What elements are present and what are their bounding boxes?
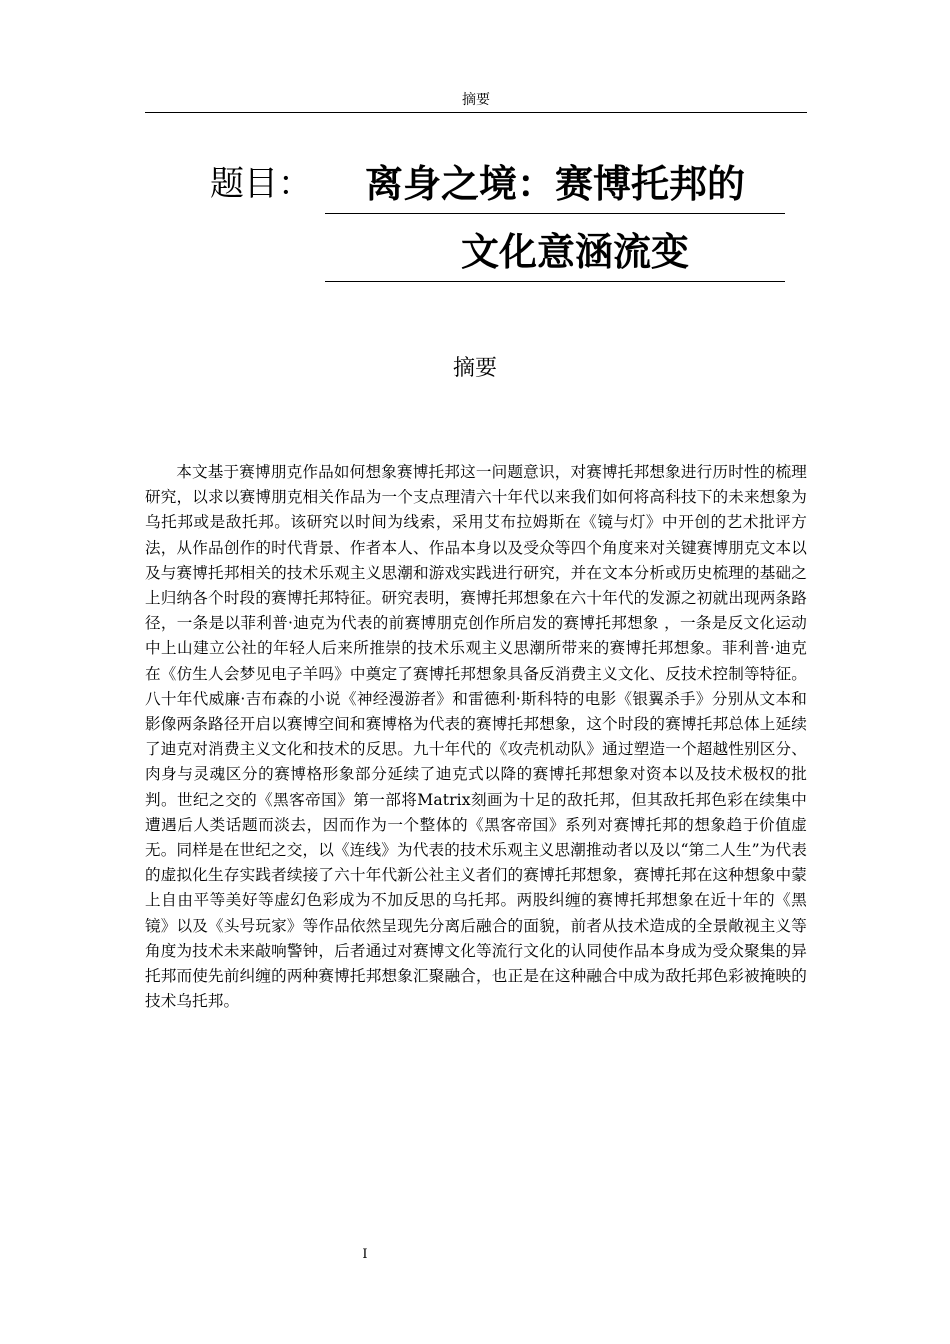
- abstract-body: 本文基于赛博朋克作品如何想象赛博托邦这一问题意识，对赛博托邦想象进行历时性的梳理研究，以求以赛博朋克相关作品为一个支点理清六十年代以来我们如何将高科技下的未来想象为乌托邦或是敌托邦。该研究以时间为线索，采用艾布拉姆斯在《镜与灯》中开创的艺术批评方法，从作品创作的时代背景、作者本人、作品本身以及受众等四个角度来对关键赛博朋克文本以及与赛博托邦相关的技术乐观主义思潮和游戏实践进行研究，并在文本分析或历史梳理的基础之上归纳各个时段的赛博托邦特征。研究表明，赛博托邦想象在六十年代的发源之初就出现两条路径，一条是以菲利普·迪克为代表的前赛博朋克创作所启发的赛博托邦想象 ，一条是反文化运动中上山建立公社的年轻人后来所推崇的技术乐观主义思潮所带来的赛博托邦想象。菲利普·迪克在《仿生人会梦见电子羊吗》中奠定了赛博托邦想象具备反消费主义文化、反技术控制等特征。八十年代威廉·吉布森的小说《神经漫游者》和雷德利·斯科特的电影《银翼杀手》分别从文本和影像两条路径开启以赛博空间和赛博格为代表的赛博托邦想象，这个时段的赛博托邦总体上延续了迪克对消费主义文化和技术的反思。九十年代的《攻壳机动队》通过塑造一个超越性别区分、肉身与灵魂区分的赛博格形象部分延续了迪克式以降的赛博托邦想象对资本以及技术极权的批判。世纪之交的《黑客帝国》第一部将Matrix刻画为十足的敌托邦，但其敌托邦色彩在续集中遭遇后人类话题而淡去，因而作为一个整体的《黑客帝国》系列对赛博托邦的想象趋于价值虚无。同样是在世纪之交，以《连线》为代表的技术乐观主义思潮推动者以及以“第二人生”为代表的虚拟化生存实践者续接了六十年代新公社主义者们的赛博托邦想象，赛博托邦在这种想象中蒙上自由平等美好等虚幻色彩成为不加反思的乌托邦。两股纠缠的赛博托邦想象在近十年的《黑镜》以及《头号玩家》等作品依然呈现先分离后融合的面貌，前者从技术造成的全景敞视主义等角度为技术未来敲响警钟，后者通过对赛博文化等流行文化的认同使作品本身成为受众聚集的异托邦而使先前纠缠的两种赛博托邦想象汇聚融合，也正是在这种融合中成为敌托邦色彩被掩映的技术乌托邦。: [145, 463, 807, 1011]
- running-header-title: 摘要: [462, 92, 490, 108]
- thesis-title-line-1-text: 离身之境：赛博托邦的: [364, 162, 745, 206]
- page-number: I: [362, 1247, 368, 1262]
- abstract-heading: 摘要: [452, 356, 497, 381]
- title-label: 题目：: [210, 164, 312, 204]
- running-header: [145, 90, 807, 113]
- thesis-title-line-1: [325, 160, 785, 214]
- thesis-title-line-2: [325, 228, 785, 282]
- thesis-title-line-2-text: 文化意涵流变: [460, 230, 689, 274]
